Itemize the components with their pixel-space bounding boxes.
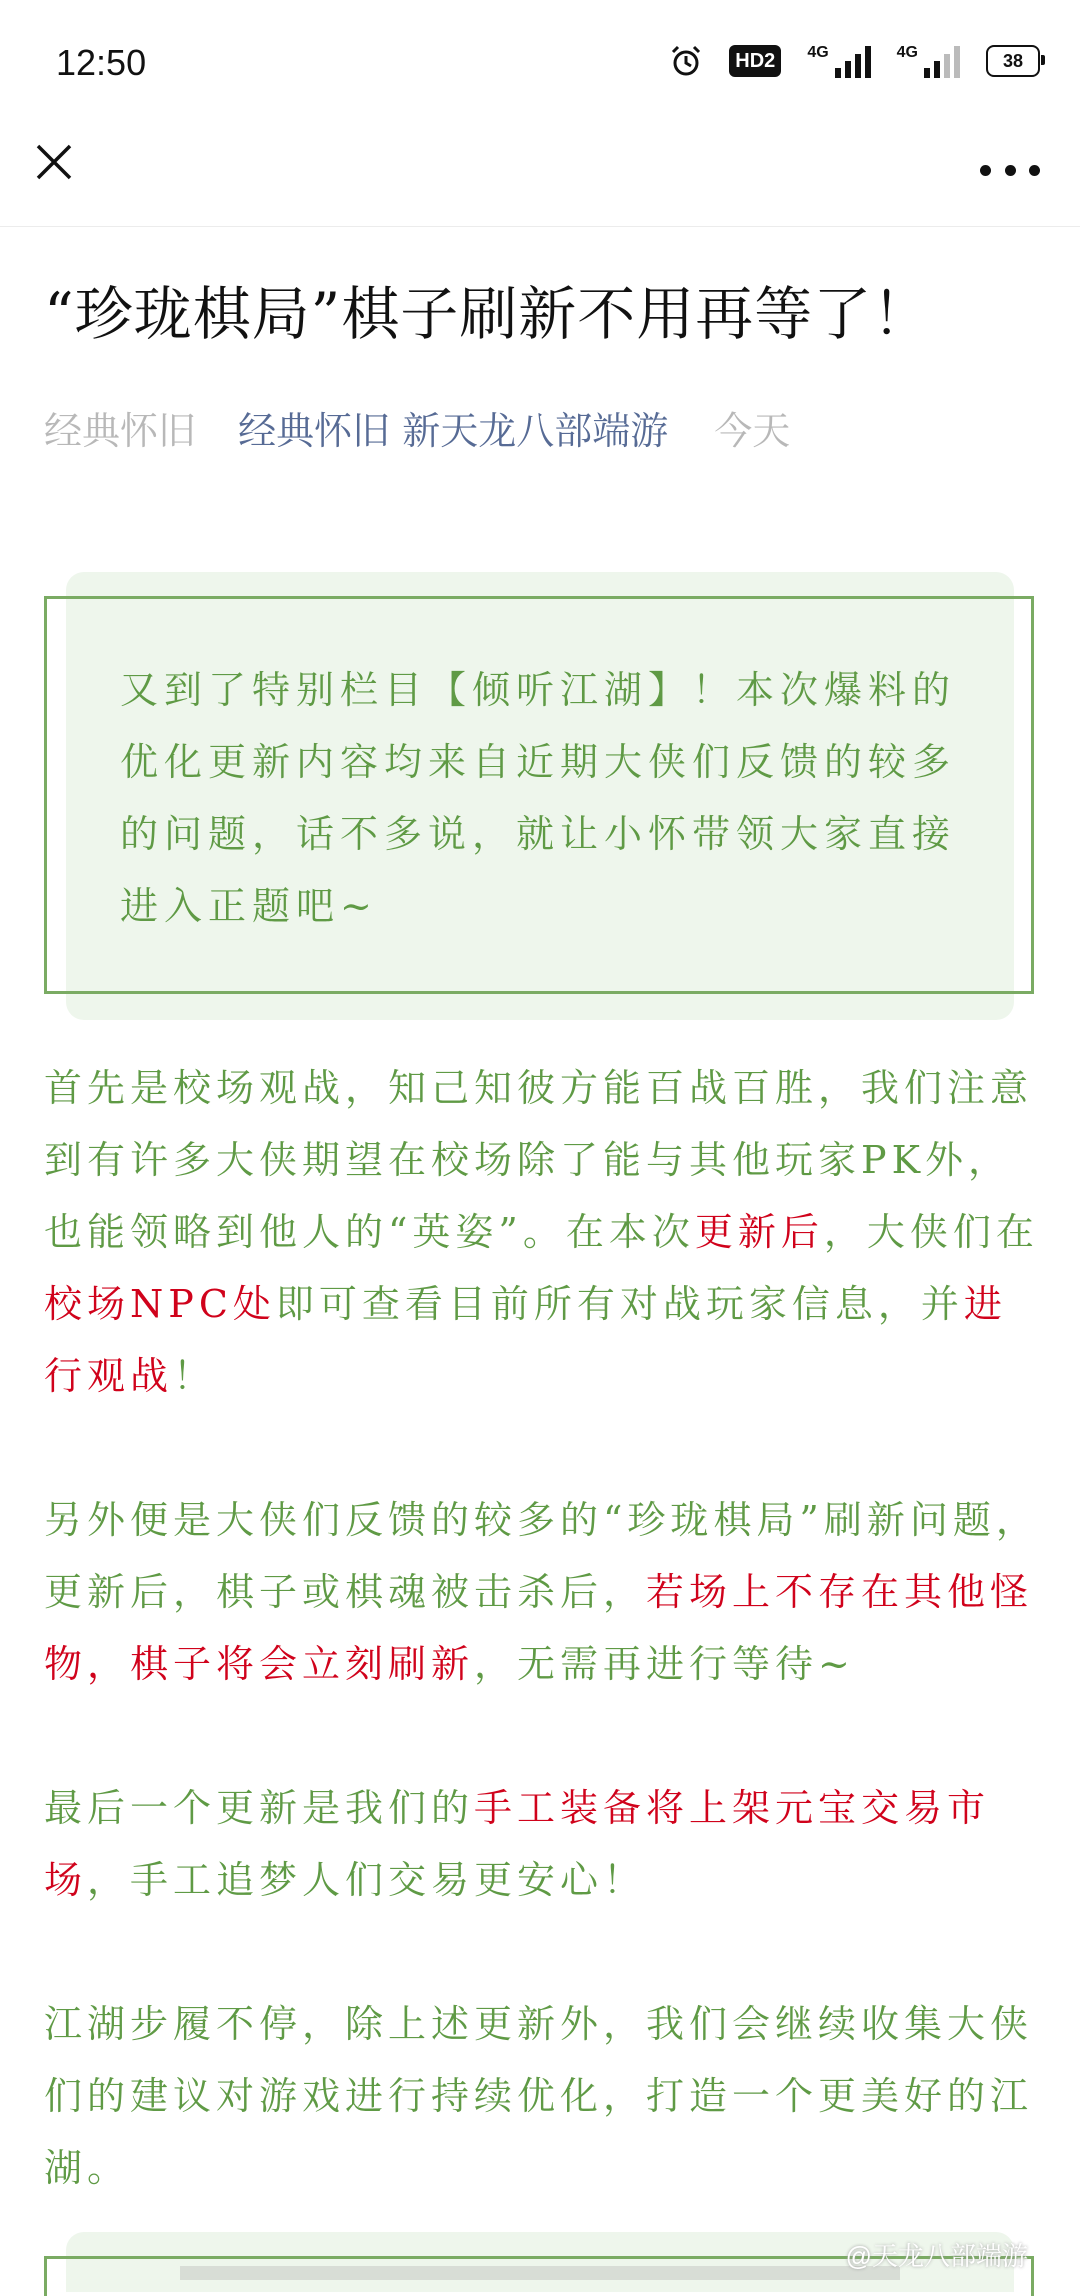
callout-text: 又到了特别栏目【倾听江湖】！本次爆料的优化更新内容均来自近期大侠们反馈的较多的问题，话不多说，就让小怀带领大家直接进入正题吧~ xyxy=(120,668,957,928)
status-icons xyxy=(669,44,1040,78)
paragraph-chess-refresh xyxy=(44,1484,1040,1700)
sim1-network-label: 4G xyxy=(807,44,829,61)
article-title: “珍珑棋局”棋子刷新不用再等了！ xyxy=(44,280,932,348)
signal-sim1-icon xyxy=(807,44,870,78)
publish-date: 今天 xyxy=(714,409,791,453)
signal-sim2-icon xyxy=(897,44,960,78)
hd-voice-icon: HD2 xyxy=(729,45,781,77)
highlight-text: 若场上不存在其他怪物，棋子将会立刻刷新 xyxy=(44,1570,1034,1686)
more-dot xyxy=(1029,165,1040,176)
text-span: 即可查看目前所有对战玩家信息，并 xyxy=(275,1282,964,1326)
highlight-text: 更新后 xyxy=(694,1210,824,1254)
text-span: 另外便是大侠们反馈的较多的“珍珑棋局”刷新问题，更新后，棋子或棋魂被击杀后， xyxy=(44,1498,1039,1614)
text-span: ！ xyxy=(173,1354,217,1398)
highlight-text: 校场NPC处 xyxy=(44,1282,276,1326)
image-placeholder-strip xyxy=(180,2266,900,2280)
text-span: ，手工追梦人们交易更安心！ xyxy=(87,1858,647,1902)
account-name-link[interactable]: 经典怀旧 新天龙八部端游 xyxy=(238,409,669,453)
battery-level: 38 xyxy=(1002,50,1024,71)
more-dot xyxy=(1005,165,1016,176)
article-tag: 经典怀旧 xyxy=(44,409,197,453)
sim2-network-label: 4G xyxy=(896,44,918,61)
highlight-text: 手工装备将上架元宝交易市场 xyxy=(44,1786,991,1902)
highlight-text: 进行观战 xyxy=(44,1282,1007,1398)
more-dot xyxy=(980,165,991,176)
article-meta xyxy=(44,400,790,455)
text-span: 首先是校场观战，知己知彼方能百战百胜，我们注意到有许多大侠期望在校场除了能与其他玩家PK外，也能领略到他人的“英姿”。在本次 xyxy=(44,1066,1034,1254)
alarm-icon xyxy=(669,44,703,78)
text-span: ，大侠们在 xyxy=(823,1210,1039,1254)
status-bar xyxy=(0,0,1080,130)
status-time: 12:50 xyxy=(56,42,147,83)
battery-icon xyxy=(986,45,1040,77)
close-icon[interactable] xyxy=(32,140,76,184)
top-nav-bar xyxy=(0,130,1080,227)
more-options-icon[interactable] xyxy=(980,150,1040,190)
paragraph-trading-market xyxy=(44,1772,1040,1916)
text-span: ，无需再进行等待~ xyxy=(474,1642,855,1686)
paragraph-closing: 江湖步履不停，除上述更新外，我们会继续收集大侠们的建议对游戏进行持续优化，打造一个更美好的江湖。 xyxy=(44,2002,1034,2190)
text-span: 最后一个更新是我们的 xyxy=(44,1786,475,1830)
watermark: @天龙八部端游 xyxy=(845,2241,1028,2271)
paragraph-spectate xyxy=(44,1052,1040,1412)
